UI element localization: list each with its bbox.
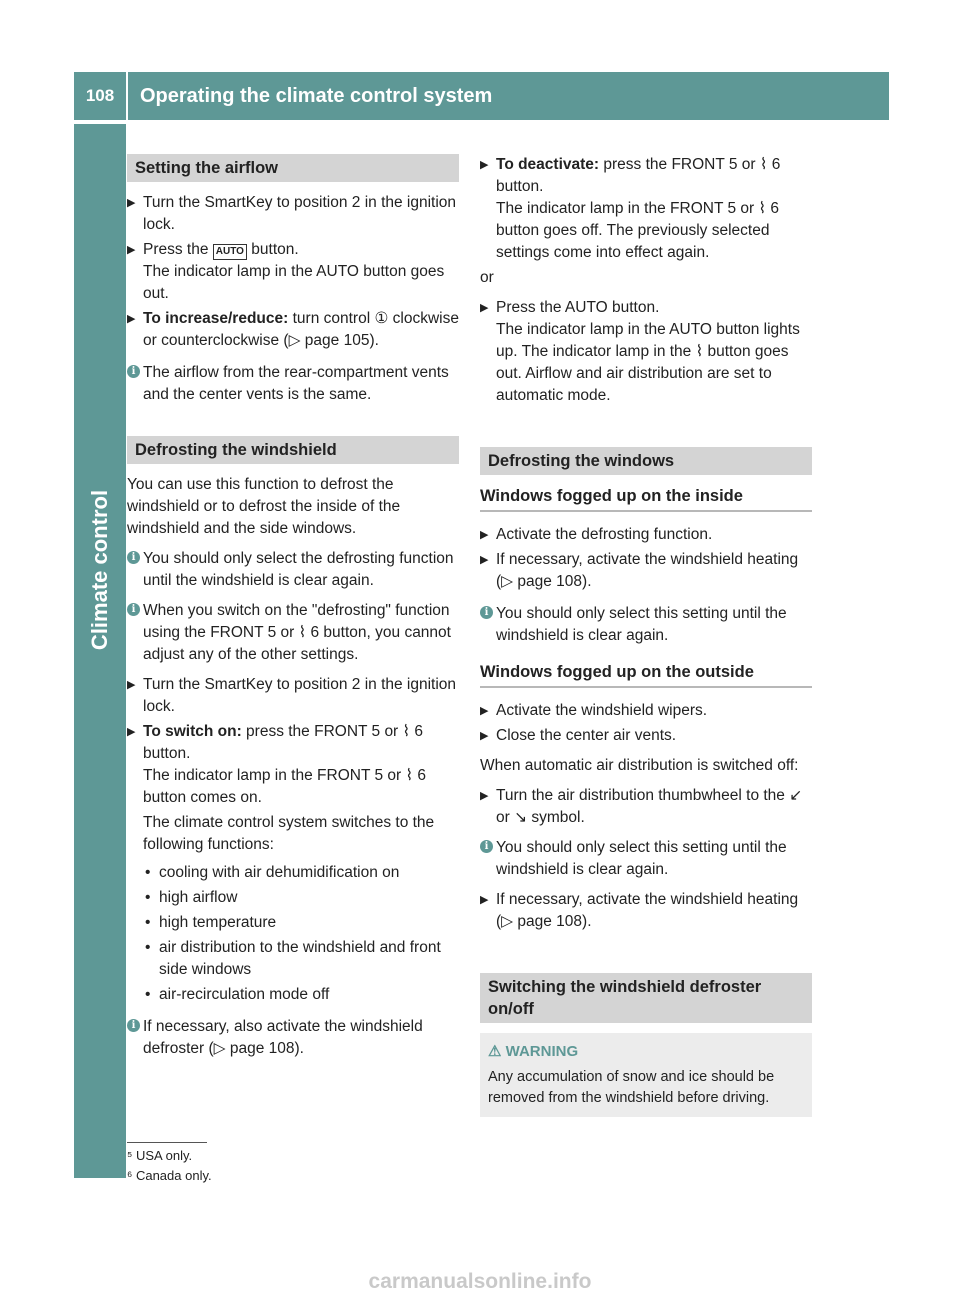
step: ▶ Press the AUTO button. The indicator lamp in the AUTO button goes out. [127,241,445,302]
info-note: i You should only select this setting until the windshield is clear again. [480,837,812,881]
warning-triangle-icon: ⚠ [488,1043,502,1060]
step: ▶ Activate the windshield wipers. [480,700,812,722]
info-icon: i [127,365,140,378]
arrow-icon: ▶ [480,159,489,171]
info-icon: i [480,606,493,619]
subheading-outside: Windows fogged up on the outside [480,661,812,688]
side-tab-label: Climate control [87,489,112,651]
arrow-icon: ▶ [480,894,489,906]
step: ▶ To switch on: press the FRONT 5 or ⌇ 6 button. The indicator lamp in the FRONT 5 or ⌇ 6 button comes on. The climate control system switches to the following functions: [127,723,435,853]
arrow-icon: ▶ [127,726,136,738]
arrow-icon: ▶ [480,554,489,566]
arrow-icon: ▶ [480,302,489,314]
info-note: i You should only select the defrosting function until the windshield is clear again. [127,548,459,592]
page-title: Operating the climate control system [140,85,493,107]
section-title-windshield-defroster: Switching the windshield defroster on/off [480,973,812,1023]
paragraph: When automatic air distribution is switched off: [480,757,799,774]
watermark: carmanualsonline.info [368,1270,592,1293]
auto-button-icon: AUTO [213,244,247,260]
arrow-icon: ▶ [480,790,489,802]
header-separator [126,72,128,120]
info-note: i If necessary, also activate the windshield defroster (▷ page 108). [127,1016,459,1060]
arrow-icon: ▶ [480,529,489,541]
side-tab-square [74,1124,126,1178]
footnote-6: ⁶ Canada only. [127,1168,212,1183]
bullet-item: • high airflow [127,887,459,909]
warning-text: Any accumulation of snow and ice should be removed from the windshield before driving. [488,1069,775,1106]
right-column [480,154,812,1117]
step: ▶ Turn the air distribution thumbwheel to the ↙ or ↘ symbol. [480,787,803,826]
step: ▶ Close the center air vents. [480,725,812,747]
bullet-item: • high temperature [127,912,459,934]
warning-heading: ⚠ WARNING [488,1043,579,1060]
bullet-item: • cooling with air dehumidification on [127,862,459,884]
paragraph: You can use this function to defrost the windshield or to defrost the inside of the windshield and the side windows. [127,476,401,537]
info-icon: i [127,1019,140,1032]
info-note: i The airflow from the rear-compartment vents and the center vents is the same. [127,362,459,406]
arrow-icon: ▶ [480,705,489,717]
step: ▶ Press the AUTO button. The indicator lamp in the AUTO button lights up. The indicator lamp in the ⌇ button goes out. Airflow and air distribution are set to automatic mode. [480,299,800,404]
info-note: i You should only select this setting until the windshield is clear again. [480,603,812,647]
arrow-icon: ▶ [127,679,136,691]
step: ▶ To deactivate: press the FRONT 5 or ⌇ 6 button. The indicator lamp in the FRONT 5 or ⌇ 6 button goes off. The previously selected settings come into effect again. [480,156,781,261]
step: ▶ If necessary, activate the windshield heating (▷ page 108). [480,551,799,590]
subheading-inside: Windows fogged up on the inside [480,485,812,512]
page-header [74,72,889,120]
info-note: i When you switch on the "defrosting" function using the FRONT 5 or ⌇ 6 button, you cannot adjust any of the other settings. [127,600,459,666]
arrow-icon: ▶ [480,730,489,742]
arrow-icon: ▶ [127,244,136,256]
footnote-rule [127,1142,207,1143]
bullet-item: • air distribution to the windshield and front side windows [127,937,459,981]
info-icon: i [127,551,140,564]
step: ▶ Turn the SmartKey to position 2 in the ignition lock. [127,676,457,715]
bullet-list [127,862,459,1006]
info-icon: i [480,840,493,853]
step: ▶ Activate the defrosting function. [480,524,812,546]
info-icon: i [127,603,140,616]
side-tab-label-box [75,470,125,670]
step: ▶ To increase/reduce: turn control ① clockwise or counterclockwise (▷ page 105). [127,310,459,349]
bullet-item: • air-recirculation mode off [127,984,459,1006]
left-column [127,154,459,1068]
step: ▶ Turn the SmartKey to position 2 in the ignition lock. [127,194,457,233]
arrow-icon: ▶ [127,313,136,325]
section-title-defrost-windshield: Defrosting the windshield [127,436,459,464]
warning-box [480,1033,812,1117]
section-title-airflow: Setting the airflow [127,154,459,182]
step: ▶ If necessary, activate the windshield heating (▷ page 108). [480,891,799,930]
arrow-icon: ▶ [127,197,136,209]
section-title-defrost-windows: Defrosting the windows [480,447,812,475]
footnote-5: ⁵ USA only. [127,1148,193,1163]
page-number: 108 [85,86,115,105]
or-label: or [480,269,494,286]
